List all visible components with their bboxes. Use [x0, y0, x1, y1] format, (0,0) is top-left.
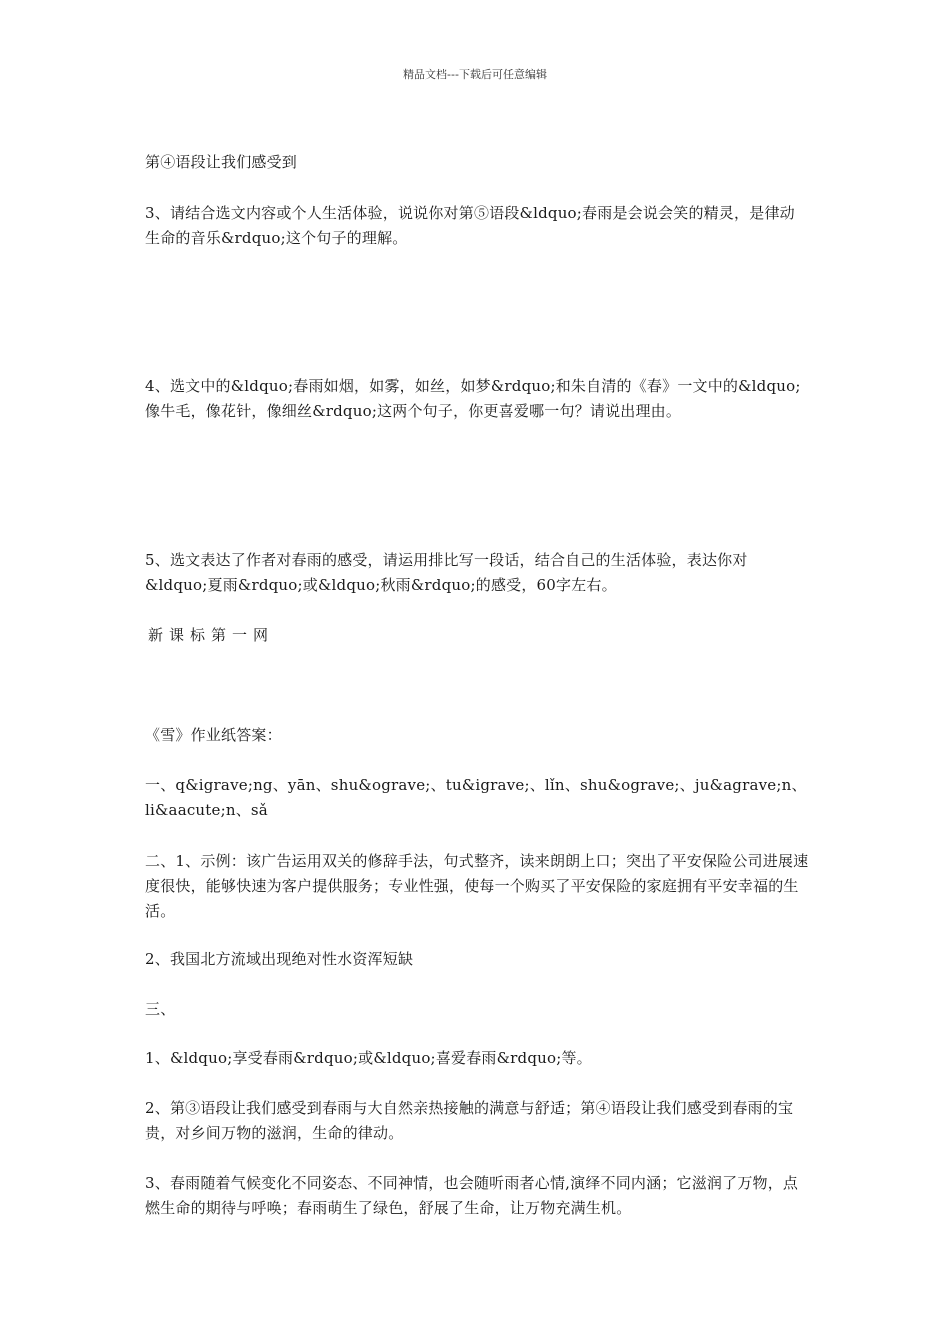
answer-section-title: 《雪》作业纸答案： — [145, 726, 282, 744]
source-watermark-text: 新课标第一网 — [148, 626, 275, 644]
answer-part-3-item-2: 2、第③语段让我们感受到春雨与大自然亲热接触的满意与舒适；第④语段让我们感受到春雨的宝贵，对乡间万物的滋润，生命的律动。 — [145, 1099, 794, 1142]
answer-part-3-item-1: 1、&ldquo;享受春雨&rdquo;或&ldquo;喜爱春雨&rdquo;等。 — [145, 1049, 592, 1067]
answer-part-3-item-3: 3、春雨随着气候变化不同姿态、不同神情，也会随听雨者心情,演绎不同内涵；它滋润了万物，点燃生命的期待与呼唤；春雨萌生了绿色，舒展了生命，让万物充满生机。 — [145, 1174, 799, 1217]
answer-part-2-item-1: 二、1、示例：该广告运用双关的修辞手法，句式整齐，读来朗朗上口；突出了平安保险公司进展速度很快，能够快速为客户提供服务；专业性强，使每一个购买了平安保险的家庭拥有平安幸福的生活。 — [145, 852, 809, 920]
question-3: 3、请结合选文内容或个人生活体验，说说你对第⑤语段&ldquo;春雨是会说会笑的精灵，是律动生命的音乐&rdquo;这个句子的理解。 — [145, 204, 795, 247]
answer-part-1: 一、q&igrave;ng、yān、shu&ograve;、tu&igrave;、lǐn、shu&ograve;、ju&agrave;n、li&aacute;n、sǎ — [145, 776, 807, 819]
question-4: 4、选文中的&ldquo;春雨如烟，如雾，如丝，如梦&rdquo;和朱自清的《春》一文中的&ldquo;像牛毛，像花针，像细丝&rdquo;这两个句子，你更喜爱哪一句？请说出理由。 — [145, 377, 801, 420]
answer-part-2-item-2: 2、我国北方流域出现绝对性水资浑短缺 — [145, 950, 414, 968]
answer-part-3-title: 三、 — [145, 1000, 176, 1018]
page-header: 精品文档---下载后可任意编辑 — [403, 68, 547, 81]
question-fragment-paragraph-4: 第④语段让我们感受到 — [145, 153, 298, 171]
question-5: 5、选文表达了作者对春雨的感受，请运用排比写一段话，结合自己的生活体验，表达你对&ldquo;夏雨&rdquo;或&ldquo;秋雨&rdquo;的感受，60字左右。 — [145, 551, 748, 594]
